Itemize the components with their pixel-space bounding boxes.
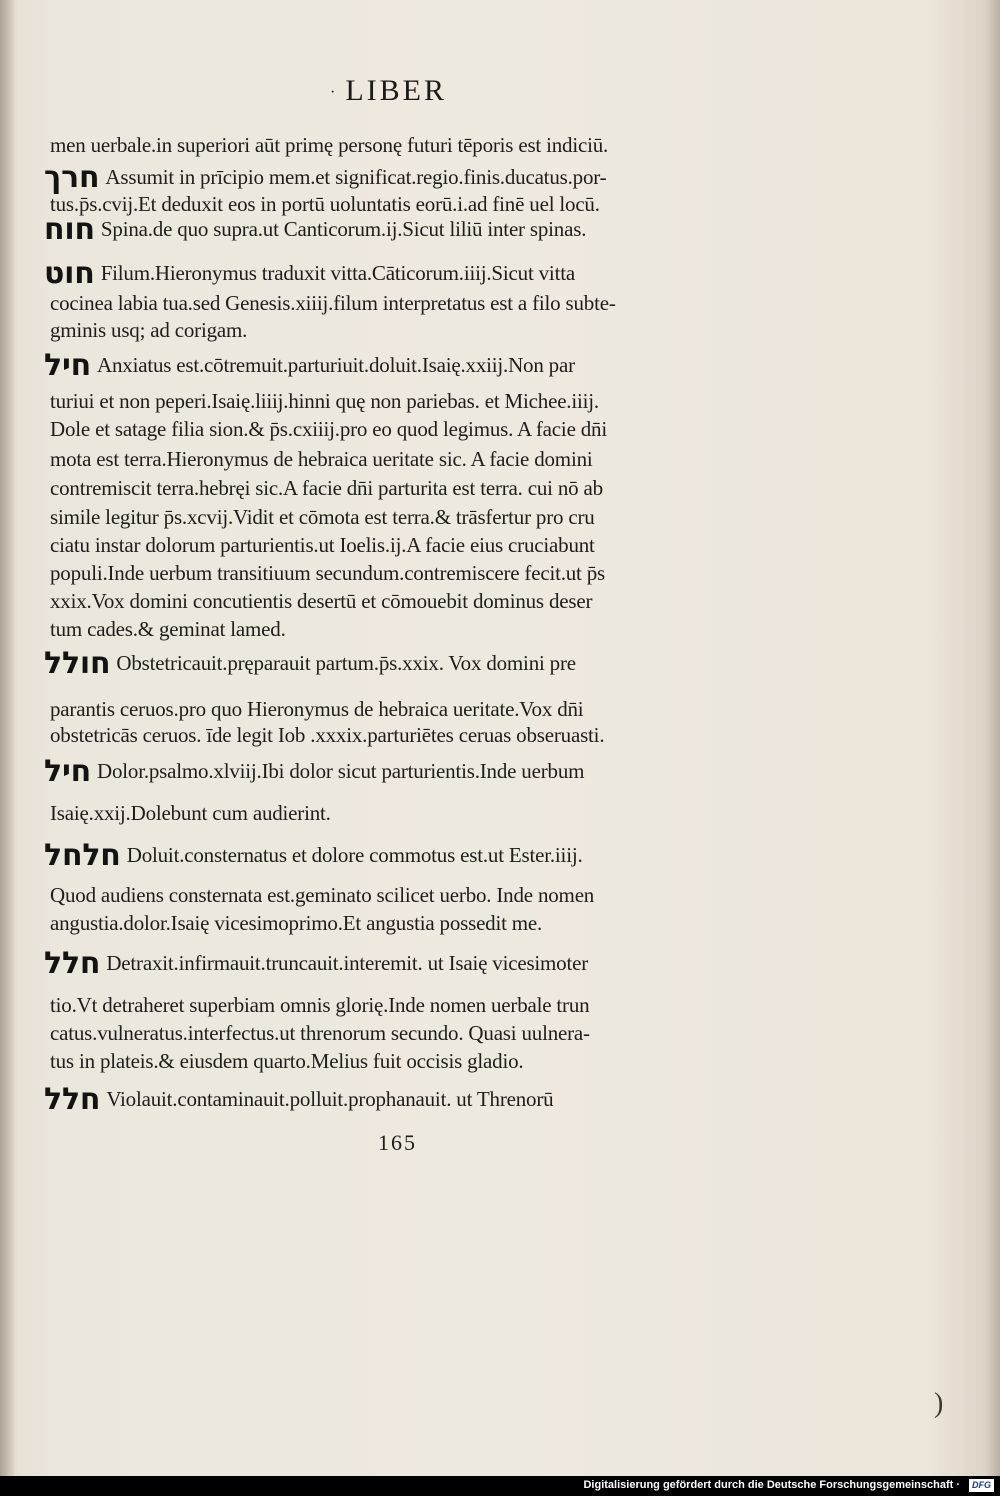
- funding-credit: Digitalisierung gefördert durch die Deutsche Forschungsgemeinschaft ·: [583, 1479, 960, 1491]
- line-text: catus.vulneratus.interfectus.ut threnorum secundo. Quasi uulnera-: [50, 1021, 590, 1045]
- hebrew-lemma: חוח: [44, 212, 95, 247]
- line-text: Spina.de quo supra.ut Canticorum.ij.Sicut liliū inter spinas.: [100, 217, 587, 241]
- line-text: Anxiatus est.cōtremuit.parturiuit.doluit.Isaię.xxiij.Non par: [97, 353, 575, 377]
- line-text: simile legitur p̄s.xcvij.Vidit et cōmota est terra.& trāsfertur pro cru: [50, 505, 595, 529]
- line-text: xxix.Vox domini concutientis desertū et cōmouebit dominus deser: [50, 589, 593, 613]
- line-text: Detraxit.infirmauit.truncauit.interemit. ut Isaię vicesimoter: [106, 951, 589, 975]
- hebrew-lemma: חוט: [44, 256, 95, 291]
- hebrew-lemma: חלל: [44, 946, 101, 981]
- line-text: angustia.dolor.Isaię vicesimoprimo.Et angustia possedit me.: [50, 911, 543, 935]
- line-text: Doluit.consternatus et dolore commotus est.ut Ester.iiij.: [126, 843, 583, 867]
- line-text: Violauit.contaminauit.polluit.prophanauit. ut Threnorū: [106, 1087, 554, 1111]
- line-text: tus in plateis.& eiusdem quarto.Melius fuit occisis gladio.: [50, 1049, 524, 1073]
- dfg-logo-icon: DFG: [969, 1479, 994, 1492]
- running-head: [330, 74, 447, 108]
- text-line-8: [44, 348, 704, 383]
- line-text: Filum.Hieronymus traduxit vitta.Cāticorum.iiij.Sicut vitta: [100, 261, 575, 285]
- line-text: Quod audiens consternata est.geminato scilicet uerbo. Inde nomen: [50, 883, 595, 907]
- text-line-22: [44, 796, 704, 831]
- line-text: contremiscit terra.hebręi sic.A facie dn̄i parturita est terra. cui nō ab: [50, 476, 603, 500]
- line-text: ciatu instar dolorum parturientis.ut Ioelis.ij.A facie eius cruciabunt: [50, 533, 595, 557]
- line-text: tio.Vt detraheret superbiam omnis glorię.Inde nomen uerbale trun: [50, 993, 590, 1017]
- running-head-mark: ·: [330, 84, 336, 102]
- text-line-18: [44, 646, 704, 681]
- line-text: men uerbale.in superiori aūt primę personę futuri tēporis est indiciū.: [50, 133, 609, 157]
- text-line-7: [44, 313, 704, 348]
- text-line-29: [44, 1044, 704, 1079]
- text-line-30: [44, 1082, 704, 1117]
- line-text: populi.Inde uerbum transitiuum secundum.contremiscere fecit.ut p̄s: [50, 561, 606, 585]
- line-text: tum cades.& geminat lamed.: [50, 617, 286, 641]
- text-line-4: [44, 212, 704, 247]
- line-text: cocinea labia tua.sed Genesis.xiiij.filum interpretatus est a filo subte-: [50, 291, 616, 315]
- line-text: obstetricās ceruos. īde legit Iob .xxxix.parturiētes ceruas obseruasti.: [50, 723, 605, 747]
- running-head-title: LIBER: [345, 74, 447, 107]
- text-line-23: [44, 838, 704, 873]
- text-line-1: [44, 128, 704, 163]
- text-line-17: [44, 612, 704, 647]
- hebrew-lemma: חרך: [44, 160, 100, 195]
- line-text: Isaię.xxij.Dolebunt cum audierint.: [50, 801, 331, 825]
- line-text: tus.p̄s.cvij.Et deduxit eos in portū uoluntatis eorū.i.ad finē uel locū.: [50, 192, 600, 216]
- text-line-20: [44, 718, 704, 753]
- line-text: Assumit in prīcipio mem.et significat.regio.finis.ducatus.por-: [105, 165, 607, 189]
- text-line-25: [44, 906, 704, 941]
- line-text: Dole et satage filia sion.& p̄s.cxiiij.pro eo quod legimus. A facie dn̄i: [50, 417, 607, 441]
- hebrew-lemma: חלחל: [44, 838, 121, 873]
- footer-bar: [0, 1476, 1000, 1496]
- line-text: Dolor.psalmo.xlviij.Ibi dolor sicut parturientis.Inde uerbum: [97, 759, 585, 783]
- edge-mark: ): [934, 1388, 944, 1419]
- line-text: Obstetricauit.pręparauit partum.p̄s.xxix. Vox domini pre: [116, 651, 576, 675]
- hebrew-lemma: חלל: [44, 1082, 101, 1117]
- hebrew-lemma: חיל: [44, 348, 91, 383]
- line-text: mota est terra.Hieronymus de hebraica ueritate sic. A facie domini: [50, 447, 593, 471]
- page-number: 165: [378, 1130, 417, 1155]
- line-text: gminis usq; ad corigam.: [50, 318, 248, 342]
- text-line-26: [44, 946, 704, 981]
- hebrew-lemma: חולל: [44, 646, 111, 681]
- line-text: parantis ceruos.pro quo Hieronymus de hebraica ueritate.Vox dn̄i: [50, 697, 584, 721]
- hebrew-lemma: חיל: [44, 754, 91, 789]
- text-line-21: [44, 754, 704, 789]
- line-text: turiui et non peperi.Isaię.liiij.hinni quę non pariebas. et Michee.iiij.: [50, 389, 599, 413]
